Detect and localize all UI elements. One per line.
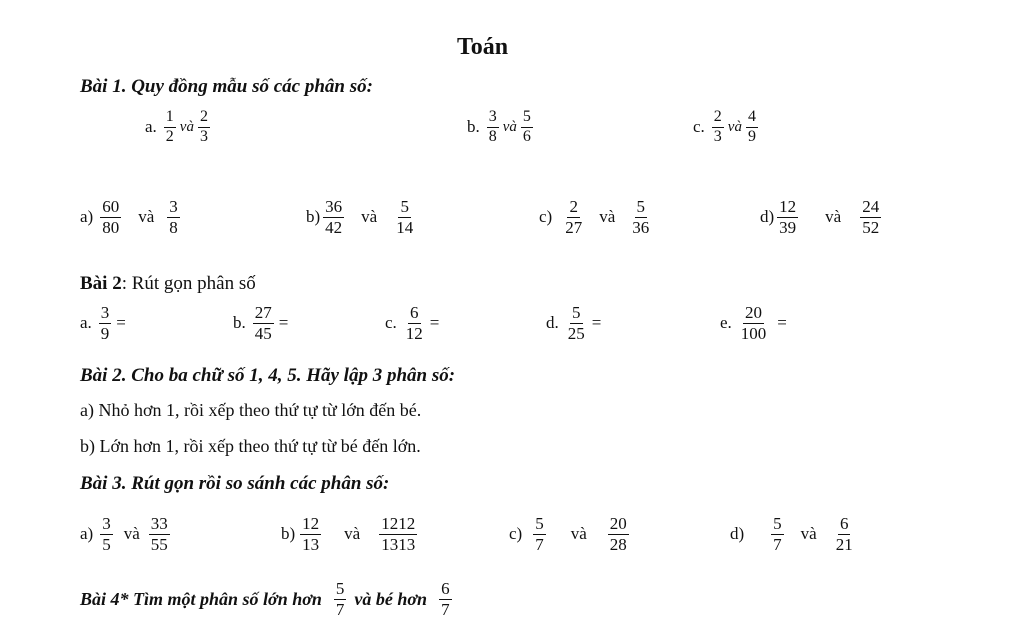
fraction xyxy=(771,515,784,554)
equals-sign: = xyxy=(429,313,440,332)
denominator: 28 xyxy=(609,534,627,554)
bai2b-line-b: b) Lớn hơn 1, rồi xếp theo thứ tự từ bé đến lớn. xyxy=(80,436,421,456)
bai2b-line-a: a) Nhỏ hơn 1, rồi xếp theo thứ tự từ lớn đến bé. xyxy=(80,400,422,420)
bai3-heading: Bài 3. Rút gọn rồi so sánh các phân số: xyxy=(80,473,390,494)
bai2a-heading xyxy=(80,273,256,295)
item-label: c) xyxy=(509,524,523,543)
numerator: 3 xyxy=(169,196,178,216)
bai2a-heading-bold: Bài 2 xyxy=(80,273,122,294)
bai3-item-d xyxy=(730,515,858,554)
fraction xyxy=(334,580,347,619)
fraction xyxy=(521,109,533,146)
numerator: 27 xyxy=(254,302,272,322)
fraction xyxy=(198,109,210,146)
denominator: 13 xyxy=(302,534,320,554)
bai3-row xyxy=(80,510,870,558)
bai4-text-2: và bé hơn xyxy=(354,588,428,609)
denominator: 55 xyxy=(150,534,168,554)
numerator: 24 xyxy=(862,196,880,216)
bai1-heading: Bài 1. Quy đồng mẫu số các phân số: xyxy=(80,76,373,97)
bai1-row2-item-d xyxy=(760,198,884,237)
item-label: a. xyxy=(80,313,92,332)
conjunction: và xyxy=(361,207,378,226)
fraction xyxy=(566,304,587,343)
equals-sign: = xyxy=(116,313,126,332)
denominator: 12 xyxy=(405,323,423,343)
bai2a-item-c xyxy=(385,304,439,343)
fraction xyxy=(167,198,180,237)
denominator: 39 xyxy=(779,217,797,237)
numerator: 12 xyxy=(779,196,797,216)
bai1-row1 xyxy=(145,104,905,150)
numerator: 2 xyxy=(712,109,724,128)
numerator: 60 xyxy=(102,196,120,216)
equals-sign: = xyxy=(278,313,289,332)
conjunction: và xyxy=(123,524,140,543)
item-label: c. xyxy=(385,313,397,332)
fraction xyxy=(712,109,724,146)
denominator: 36 xyxy=(632,217,650,237)
numerator: 5 xyxy=(535,513,544,533)
equals-sign: = xyxy=(777,313,787,332)
conjunction: và xyxy=(825,207,842,226)
item-label: b. xyxy=(467,117,480,136)
fraction xyxy=(100,198,121,237)
denominator: 3 xyxy=(199,127,208,145)
item-label: d) xyxy=(730,524,745,543)
page-title: Toán xyxy=(457,34,509,60)
fraction xyxy=(99,304,112,343)
item-label: b) xyxy=(306,207,321,226)
fraction xyxy=(100,515,113,554)
conjunction: và xyxy=(570,524,587,543)
numerator: 2 xyxy=(198,109,210,128)
fraction xyxy=(860,198,881,237)
numerator: 6 xyxy=(410,302,419,322)
bai2a-item-e xyxy=(720,304,787,343)
bai1-row2 xyxy=(80,194,910,240)
numerator: 6 xyxy=(839,513,849,533)
fraction xyxy=(746,109,758,146)
equals-sign: = xyxy=(591,313,602,332)
denominator: 21 xyxy=(835,534,853,554)
numerator: 3 xyxy=(487,109,499,128)
numerator: 5 xyxy=(636,196,646,216)
denominator: 7 xyxy=(441,599,450,619)
bai1-row1-item-c xyxy=(693,109,761,146)
bai3-item-c xyxy=(509,515,632,554)
denominator: 7 xyxy=(535,534,544,554)
item-label: c) xyxy=(539,207,553,226)
numerator: 5 xyxy=(335,578,345,598)
item-label: c. xyxy=(693,117,705,136)
numerator: 5 xyxy=(400,196,409,216)
bai2a-item-d xyxy=(546,304,601,343)
item-label: a) xyxy=(80,207,94,226)
fraction xyxy=(300,515,321,554)
denominator: 8 xyxy=(488,127,497,145)
numerator: 3 xyxy=(102,513,111,533)
fraction xyxy=(379,515,417,554)
fraction xyxy=(439,580,452,619)
item-label: d) xyxy=(760,207,775,226)
numerator: 5 xyxy=(773,513,782,533)
denominator: 27 xyxy=(565,217,583,237)
item-label: e. xyxy=(720,313,732,332)
numerator: 5 xyxy=(521,109,533,128)
bai3-item-a xyxy=(80,515,173,554)
bai2a-row xyxy=(80,300,810,346)
denominator: 42 xyxy=(325,217,343,237)
fraction xyxy=(533,515,546,554)
denominator: 80 xyxy=(102,217,120,237)
bai1-row1-item-b xyxy=(467,109,536,146)
denominator: 7 xyxy=(335,599,345,619)
fraction xyxy=(323,198,344,237)
conjunction: và xyxy=(344,524,361,543)
conjunction: và xyxy=(800,524,817,543)
numerator: 6 xyxy=(441,578,450,598)
numerator: 4 xyxy=(746,109,758,128)
item-label: b. xyxy=(233,313,246,332)
bai1-row2-item-c xyxy=(539,198,654,237)
numerator: 5 xyxy=(572,302,581,322)
bai1-row1-item-a xyxy=(145,109,213,146)
denominator: 25 xyxy=(567,323,585,343)
fraction xyxy=(608,515,629,554)
denominator: 52 xyxy=(862,217,880,237)
denominator: 1313 xyxy=(381,534,416,554)
fraction xyxy=(777,198,798,237)
denominator: 100 xyxy=(740,323,767,343)
bai1-row2-item-a xyxy=(80,198,183,237)
numerator: 12 xyxy=(302,513,320,533)
bai2b-heading: Bài 2. Cho ba chữ số 1, 4, 5. Hãy lập 3 phân số: xyxy=(80,365,456,386)
denominator: 45 xyxy=(254,323,272,343)
numerator: 1212 xyxy=(381,513,416,533)
bai2a-item-a xyxy=(80,304,126,343)
numerator: 33 xyxy=(150,513,168,533)
fraction xyxy=(739,304,769,343)
item-label: b) xyxy=(281,524,296,543)
item-label: a) xyxy=(80,524,94,543)
denominator: 6 xyxy=(522,127,531,145)
fraction xyxy=(563,198,584,237)
fraction xyxy=(394,198,415,237)
denominator: 7 xyxy=(773,534,782,554)
conjunction: và xyxy=(138,207,155,226)
bai4-row xyxy=(80,574,452,624)
bai3-item-b xyxy=(281,515,420,554)
bai2a-item-b xyxy=(233,304,288,343)
fraction xyxy=(834,515,855,554)
denominator: 5 xyxy=(102,534,111,554)
bai4-text-1: Bài 4* Tìm một phân số lớn hơn xyxy=(80,588,322,609)
denominator: 2 xyxy=(165,127,174,145)
fraction xyxy=(487,109,499,146)
fraction xyxy=(164,109,176,146)
conjunction: và xyxy=(599,207,616,226)
conjunction: và xyxy=(502,118,517,135)
denominator: 8 xyxy=(169,217,178,237)
bai2a-heading-rest: : Rút gọn phân số xyxy=(121,273,256,294)
fraction xyxy=(253,304,274,343)
bai1-row2-item-b xyxy=(306,198,418,237)
numerator: 36 xyxy=(325,196,343,216)
fraction xyxy=(149,515,170,554)
item-label: a. xyxy=(145,117,157,136)
denominator: 9 xyxy=(747,127,756,145)
item-label: d. xyxy=(546,313,559,332)
denominator: 3 xyxy=(713,127,722,145)
numerator: 3 xyxy=(100,302,110,322)
numerator: 2 xyxy=(569,196,578,216)
conjunction: và xyxy=(727,118,742,135)
fraction xyxy=(630,198,651,237)
denominator: 14 xyxy=(396,217,414,237)
fraction xyxy=(404,304,425,343)
conjunction: và xyxy=(179,118,194,135)
numerator: 20 xyxy=(609,513,627,533)
numerator: 1 xyxy=(164,109,176,128)
denominator: 9 xyxy=(100,323,110,343)
numerator: 20 xyxy=(745,302,763,322)
